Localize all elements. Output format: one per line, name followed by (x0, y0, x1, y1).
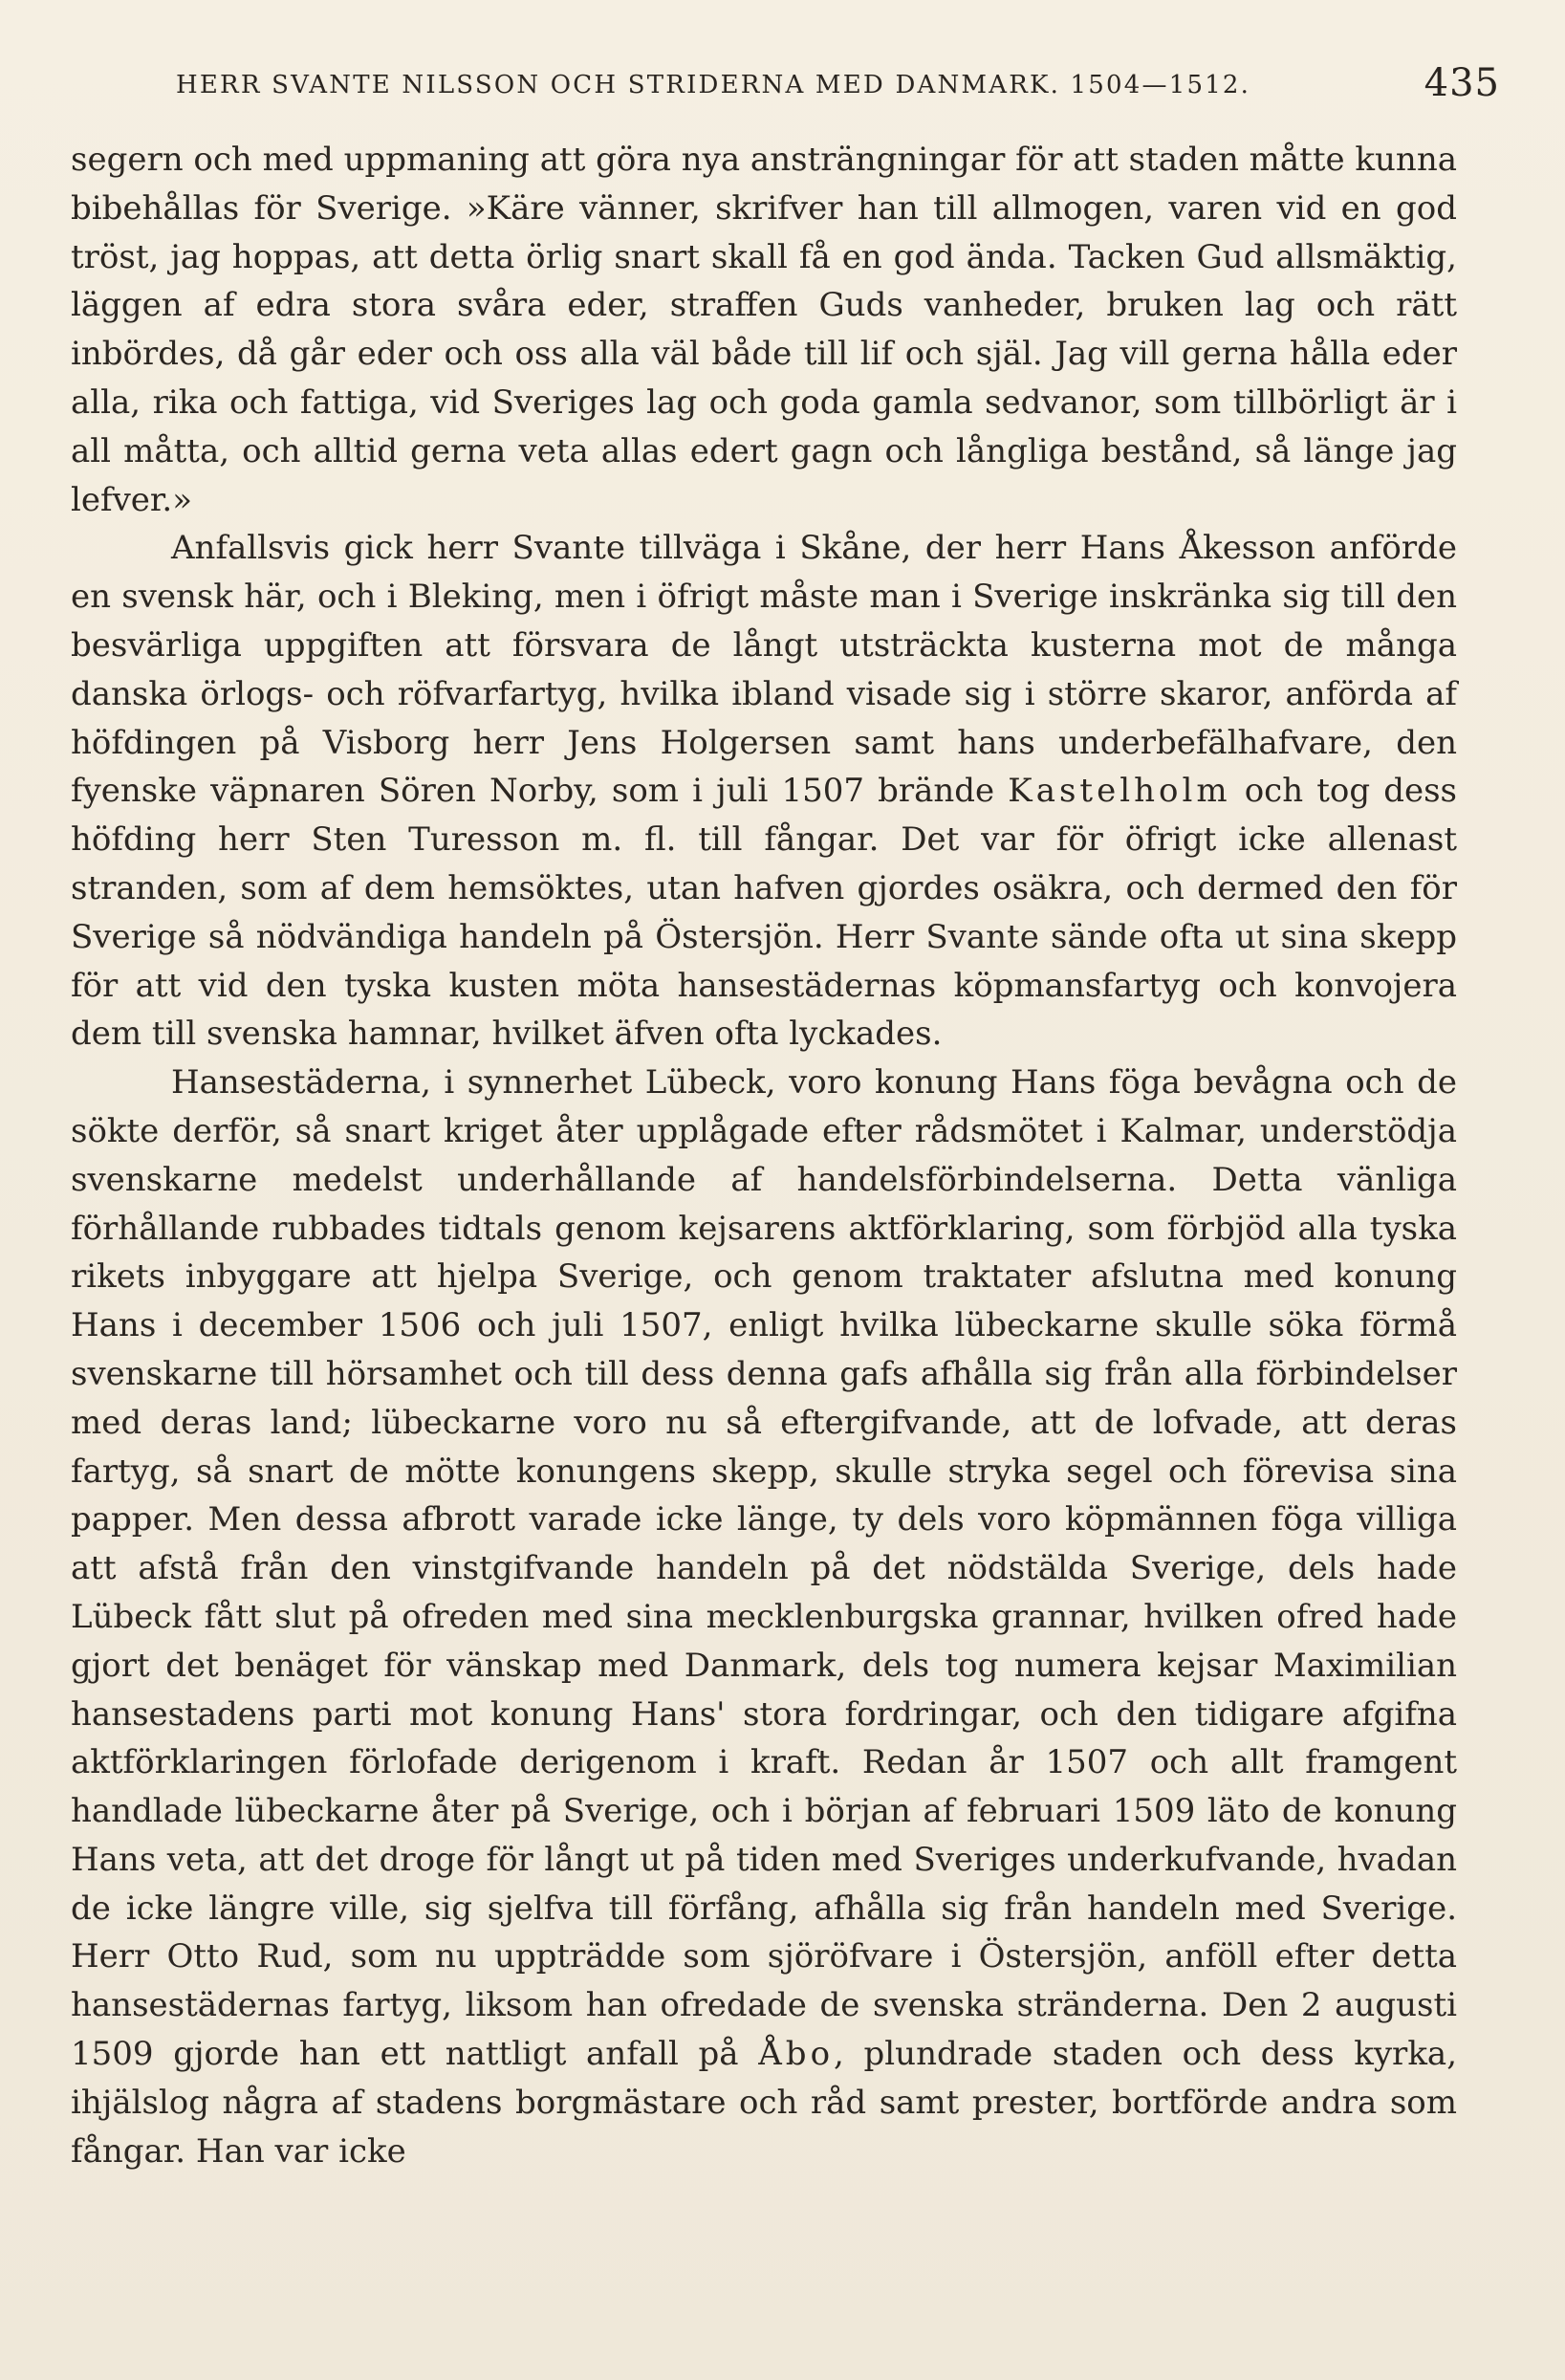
paragraph-text: Anfallsvis gick herr Svante tillväga i Skåne, der herr Hans Åkesson anförde en svensk här, och i Bleking, men i öfrigt måste man i Sverige inskränka sig till den besvärliga uppgiften att försvara de långt utsträckta kusterna mot de många danska örlogs- och röfvarfartyg, hvilka ibland visade sig i större skaror, anförda af höfdingen på Visborg herr Jens Holgersen samt hans underbefälhafvare, den fyenske väpnaren Sören Norby, som i juli 1507 brände (71, 529, 1457, 811)
emphasized-place-name: Kastelholm (1008, 772, 1231, 811)
page-header (69, 59, 1500, 117)
emphasized-place-name: Åbo (758, 2035, 835, 2074)
paragraph-text: Hansestäderna, i synnerhet Lübeck, voro konung Hans föga bevågna och de sökte derför, så snart kriget åter upplågade efter rådsmötet i Kalmar, understödja svenskarne medelst underhållande af handelsförbindelserna. Detta vänliga förhållande rubbades tidtals genom kejsarens aktförklaring, som förbjöd alla tyska rikets inbyggare att hjelpa Sverige, och genom traktater afslutna med konung Hans i december 1506 och juli 1507, enligt hvilka lübeckarne skulle söka förmå svenskarne till hörsamhet och till dess denna gafs afhålla sig från alla förbindelser med deras land; lübeckarne voro nu så eftergifvande, att de lofvade, att deras fartyg, så snart de mötte konungens skepp, skulle stryka segel och förevisa sina papper. Men dessa afbrott varade icke länge, ty dels voro köpmännen föga villiga att afstå från den vinstgifvande handeln på det nödstälda Sverige, dels hade Lübeck fått slut på ofreden med sina mecklenburgska grannar, hvilken ofred hade gjort det benäget för vänskap med Danmark, dels tog numera kejsar Maximilian hansestadens parti mot konung Hans' stora fordringar, och den tidigare afgifna aktförklaringen förlofade derigenom i kraft. Redan år 1507 och allt framgent handlade lübeckarne åter på Sverige, och i början af februari 1509 läto de konung Hans veta, att det droge för långt ut på tiden med Sveriges underkufvande, hvadan de icke längre ville, sig sjelfva till förfång, afhålla sig från handeln med Sverige. Herr Otto Rud, som nu uppträdde som sjöröfvare i Östersjön, anföll efter detta hansestädernas fartyg, liksom han ofredade de svenska stränderna. Den 2 augusti 1509 gjorde han ett nattligt anfall på (71, 1063, 1457, 2074)
paragraph (71, 136, 1457, 524)
paragraph-text: , plundrade staden och dess kyrka, ihjälslog några af stadens borgmästare och råd samt prester, bortförde andra som fångar. Han var icke (71, 2035, 1457, 2171)
body-text (71, 136, 1457, 2175)
paragraph-text: och tog dess höfding herr Sten Turesson m. fl. till fångar. Det var för öfrigt icke allenast stranden, som af dem hemsöktes, utan hafven gjordes osäkra, och dermed den för Sverige så nödvändiga handeln på Östersjön. Herr Svante sände ofta ut sina skepp för att vid den tyska kusten möta hansestädernas köpmansfartyg och konvojera dem till svenska hamnar, hvilket äfven ofta lyckades. (71, 772, 1458, 1054)
page-number: 435 (1424, 61, 1500, 105)
paragraph (71, 1059, 1457, 2175)
paragraph-text: segern och med uppmaning att göra nya ansträngningar för att staden måtte kunna bibehållas för Sverige. »Käre vänner, skrifver han till allmogen, varen vid en god tröst, jag hoppas, att detta örlig snart skall få en god ända. Tacken Gud allsmäktig, läggen af edra stora svåra eder, straffen Guds vanheder, bruken lag och rätt inbördes, då går eder och oss alla väl både till lif och själ. Jag vill gerna hålla eder alla, rika och fattiga, vid Sveriges lag och goda gamla sedvanor, som tillbörligt är i all måtta, och alltid gerna veta allas edert gagn och långliga bestånd, så länge jag lefver.» (71, 141, 1457, 519)
paragraph (71, 524, 1457, 1059)
running-title: HERR SVANTE NILSSON OCH STRIDERNA MED DANMARK. 1504—1512. (176, 71, 1251, 99)
